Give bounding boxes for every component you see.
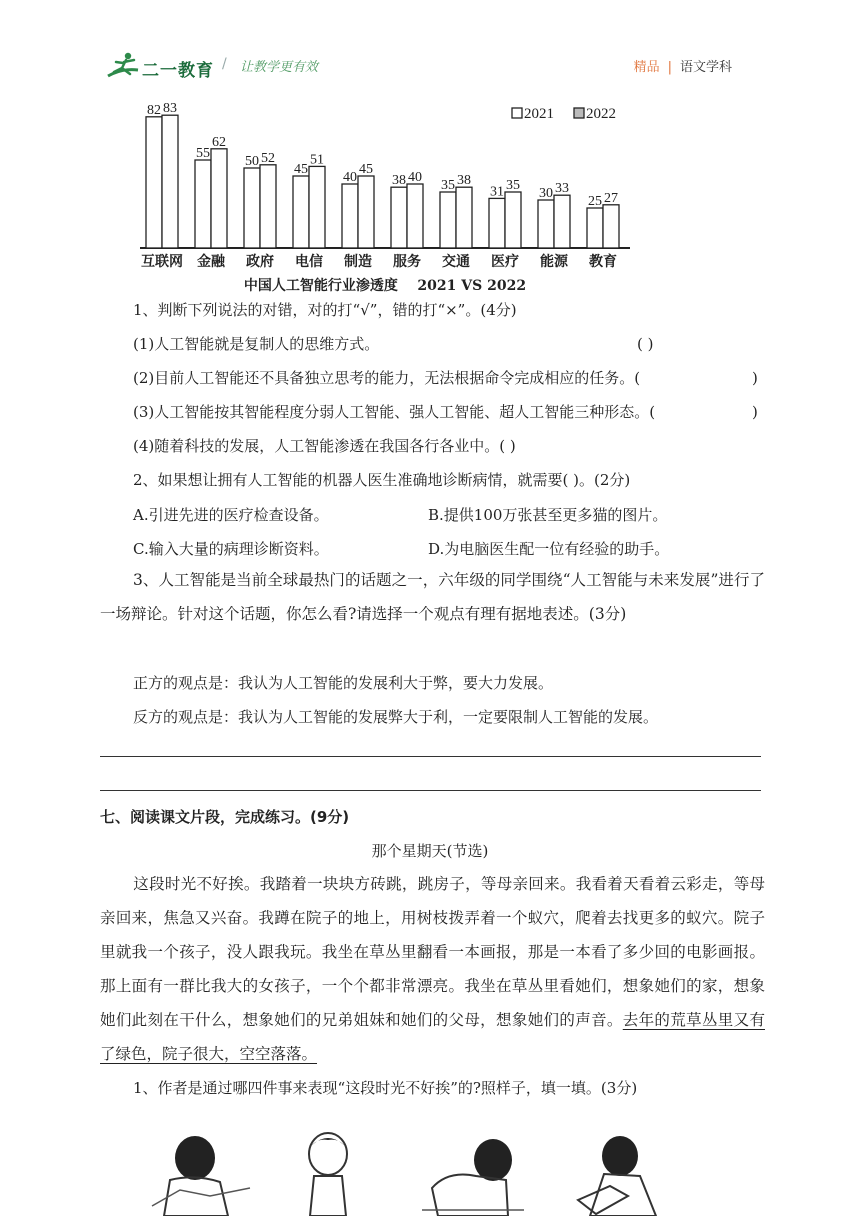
bar-value-label: 35 xyxy=(441,178,455,193)
q1-stem: 1、判断下列说法的对错，对的打“√”，错的打“×”。(4分) xyxy=(133,301,517,319)
bar-2022-9 xyxy=(603,205,619,248)
boy-crawling-illustration xyxy=(418,1130,528,1216)
bar-2022-3 xyxy=(309,166,325,248)
q2-option-d[interactable]: D.为电脑医生配一位有经验的助手。 xyxy=(428,540,670,558)
legend-label-2022: 2022 xyxy=(586,106,616,122)
section-7-q1: 1、作者是通过哪四件事来表现“这段时光不好挨”的?照样子，填一填。(3分) xyxy=(133,1079,638,1097)
bar-value-label: 55 xyxy=(196,146,210,161)
bar-2021-1 xyxy=(195,160,211,248)
legend-label-2021: 2021 xyxy=(524,106,554,122)
bar-2022-6 xyxy=(456,187,472,248)
bar-2022-5 xyxy=(407,184,423,248)
category-label: 政府 xyxy=(246,254,274,270)
boy-hopscotch-illustration xyxy=(150,1130,260,1216)
q2-option-a[interactable]: A.引进先进的医疗检查设备。 xyxy=(133,506,329,524)
q1-item-1: (1)人工智能就是复制人的思维方式。 xyxy=(133,335,380,353)
q2-option-c[interactable]: C.输入大量的病理诊断资料。 xyxy=(133,540,329,558)
bar-2021-3 xyxy=(293,176,309,248)
category-label: 交通 xyxy=(442,254,470,270)
bar-2022-0 xyxy=(162,115,178,248)
bar-value-label: 45 xyxy=(294,162,308,177)
bar-value-label: 35 xyxy=(506,178,520,193)
legend-swatch-2021 xyxy=(512,108,522,118)
category-label: 电信 xyxy=(295,254,323,270)
header-slash: / xyxy=(222,56,227,72)
q2-option-b[interactable]: B.提供100万张甚至更多猫的图片。 xyxy=(428,506,668,524)
bar-value-label: 38 xyxy=(457,173,471,189)
bar-2021-2 xyxy=(244,168,260,248)
bar-value-label: 38 xyxy=(392,173,406,189)
chart-title: 中国人工智能行业渗透度 2021 VS 2022 xyxy=(243,278,527,294)
section-7-heading: 七、阅读课文片段，完成练习。(9分) xyxy=(100,808,350,826)
brand-name: 二一教育 xyxy=(142,61,214,81)
answer-line-2[interactable] xyxy=(100,790,761,791)
bar-2022-4 xyxy=(358,176,374,248)
quality-tag: 精品 xyxy=(633,60,660,75)
bar-value-label: 51 xyxy=(310,152,324,168)
header-separator: | xyxy=(667,60,672,75)
boy-reading-illustration xyxy=(570,1130,680,1216)
q2-stem: 2、如果想让拥有人工智能的机器人医生准确地诊断病情，就需要( )。(2分) xyxy=(133,471,631,489)
category-label: 互联网 xyxy=(141,254,183,270)
q3-stem: 3、人工智能是当前全球最热门的话题之一，六年级的同学围绕“人工智能与未来发展”进行了一场辩论。针对这个话题，你怎么看?请选择一个观点有理有据地表述。(3分) xyxy=(100,571,765,623)
q1-item-4: (4)随着科技的发展，人工智能渗透在我国各行各业中。( ) xyxy=(133,437,516,455)
bar-2021-7 xyxy=(489,198,505,248)
bar-2021-0 xyxy=(146,117,162,248)
brand-slogan: 让教学更有效 xyxy=(240,60,319,75)
legend-swatch-2022 xyxy=(574,108,584,118)
category-label: 金融 xyxy=(197,254,225,270)
q1-answer-paren-3[interactable]: ) xyxy=(752,403,758,421)
bar-value-label: 83 xyxy=(163,101,177,117)
passage-underlined-sentence: 去年的荒草丛里又有了绿色，院子很大，空空落落。 xyxy=(100,1011,765,1063)
bar-value-label: 33 xyxy=(555,181,569,197)
q1-answer-paren-1[interactable]: ( ) xyxy=(637,335,654,353)
bar-2021-8 xyxy=(538,200,554,248)
category-label: 医疗 xyxy=(491,254,519,270)
chart-legend xyxy=(512,106,616,122)
bar-value-label: 25 xyxy=(588,194,602,209)
bar-2021-9 xyxy=(587,208,603,248)
q1-item-2: (2)目前人工智能还不具备独立思考的能力，无法根据命令完成相应的任务。( xyxy=(133,369,641,387)
bar-2022-8 xyxy=(554,195,570,248)
header-right xyxy=(634,56,732,75)
bar-value-label: 50 xyxy=(245,154,259,169)
category-label: 服务 xyxy=(393,254,421,270)
bar-2022-7 xyxy=(505,192,521,248)
bar-value-label: 52 xyxy=(261,150,275,166)
bar-2022-1 xyxy=(211,149,227,248)
chart-bars xyxy=(140,101,630,270)
passage-main-text: 这段时光不好挨。我踏着一块块方砖跳，跳房子，等母亲回来。我看着天看着云彩走，等母亲回来，焦急又兴奋。我蹲在院子的地上，用树枝拨弄着一个蚁穴，爬着去找更多的蚁穴。院子里就我一个孩子，没人跟我玩。我坐在草丛里翻看一本画报，那是一本看了多少回的电影画报。 那上面有一群比我大的女孩子，一个个都非常漂亮。我坐在草丛里看她们，想象她们的家，想象她们此刻在干什么，想象她们的兄弟姐妹和她们的父母，想象她们的声音。 xyxy=(100,875,765,1029)
q3-con-view: 反方的观点是：我认为人工智能的发展弊大于利，一定要限制人工智能的发展。 xyxy=(133,708,659,726)
bar-value-label: 62 xyxy=(212,134,226,150)
bar-value-label: 40 xyxy=(408,170,422,185)
bar-value-label: 31 xyxy=(490,184,504,200)
q3-stem-paragraph xyxy=(100,563,765,631)
category-label: 能源 xyxy=(540,254,568,270)
boy-looking-up-illustration xyxy=(298,1130,358,1216)
answer-line-1[interactable] xyxy=(100,756,761,757)
q1-answer-paren-2[interactable]: ) xyxy=(752,369,758,387)
category-label: 教育 xyxy=(589,254,617,270)
penetration-bar-chart xyxy=(130,98,640,296)
q1-item-3: (3)人工智能按其智能程度分弱人工智能、强人工智能、超人工智能三种形态。( xyxy=(133,403,656,421)
bar-2021-6 xyxy=(440,192,456,248)
category-label: 制造 xyxy=(344,254,372,270)
bar-2022-2 xyxy=(260,165,276,248)
bar-value-label: 45 xyxy=(359,162,373,177)
bar-value-label: 27 xyxy=(604,190,618,206)
subject-label: 语文学科 xyxy=(679,60,732,75)
q3-pro-view: 正方的观点是：我认为人工智能的发展利大于弊，要大力发展。 xyxy=(133,674,554,692)
bar-2021-4 xyxy=(342,184,358,248)
passage-title: 那个星期天(节选) xyxy=(371,842,489,860)
passage-paragraph xyxy=(100,867,765,1071)
bar-2021-5 xyxy=(391,187,407,248)
bar-value-label: 82 xyxy=(147,102,161,118)
bar-value-label: 40 xyxy=(343,170,357,185)
bar-value-label: 30 xyxy=(539,186,553,201)
